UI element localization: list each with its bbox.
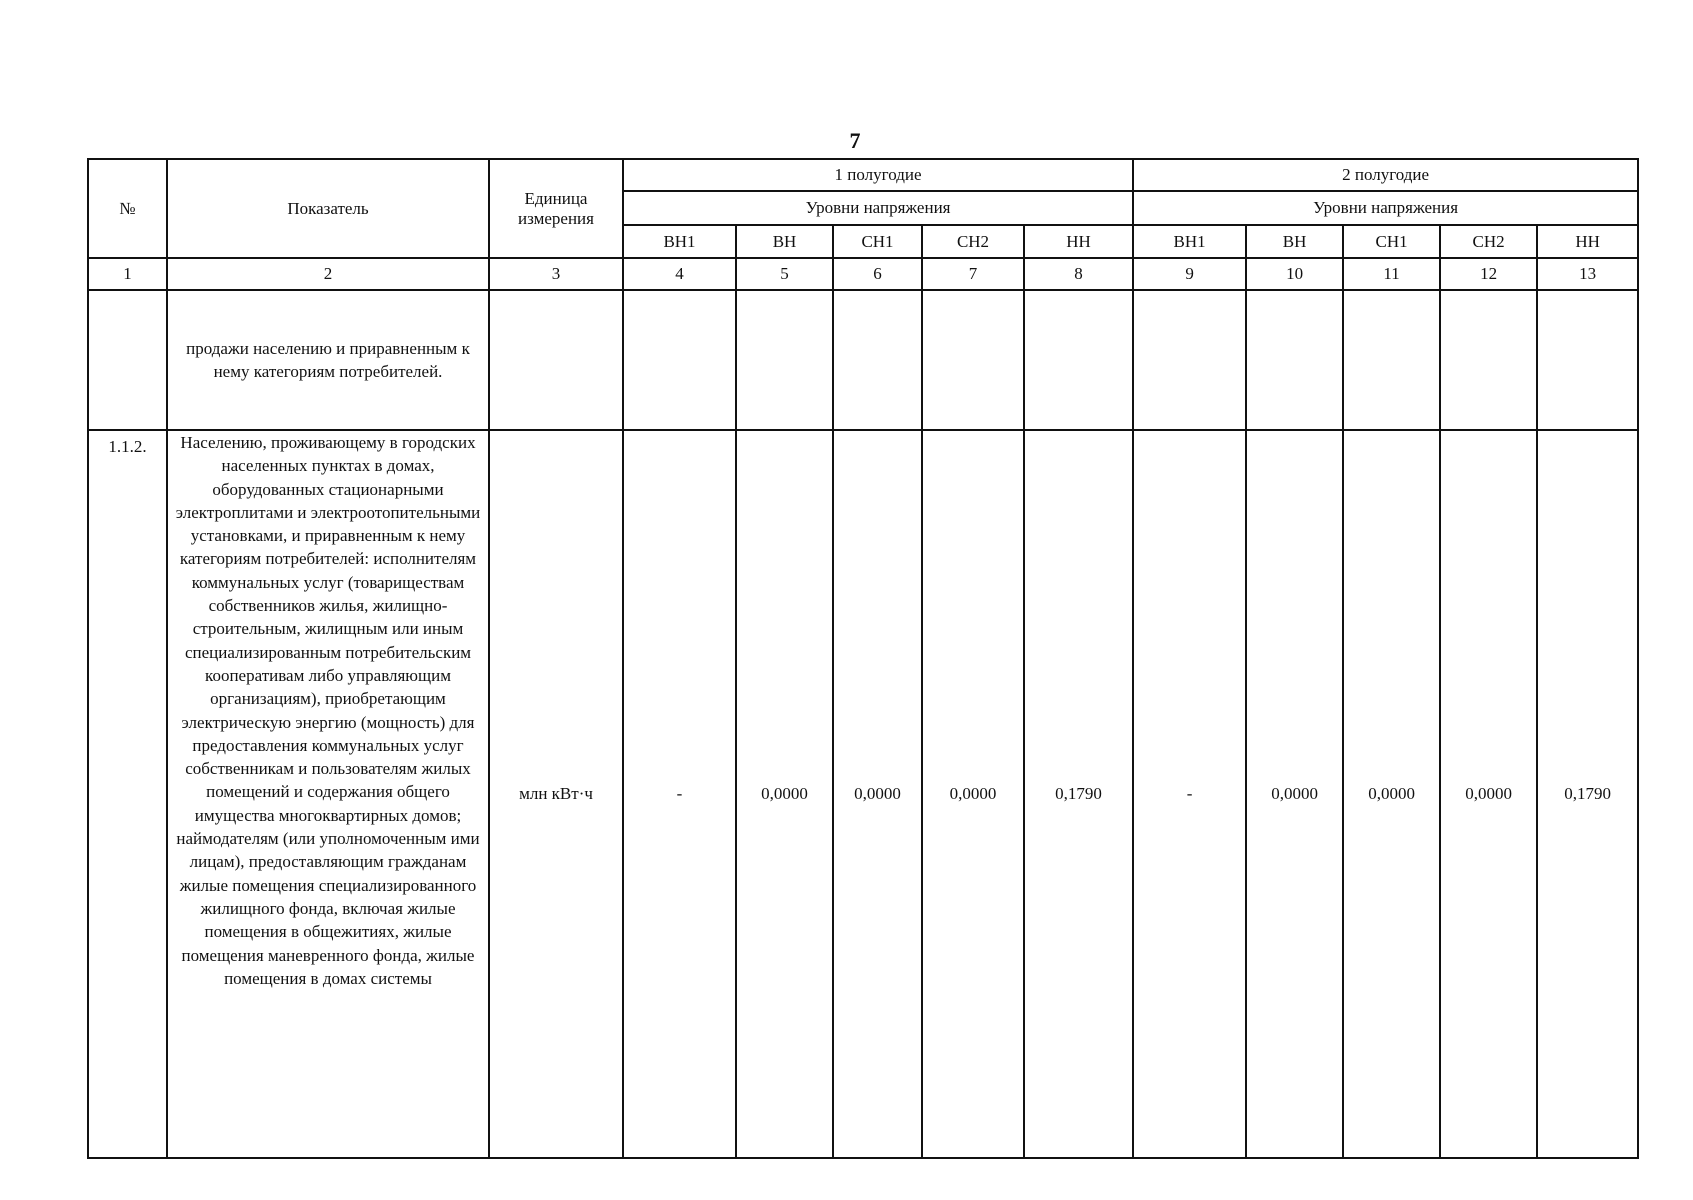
header-voltage-levels-2: Уровни напряжения [1133,191,1638,225]
row-value [1537,290,1638,430]
column-number: 4 [623,258,736,290]
column-number: 11 [1343,258,1440,290]
column-number: 2 [167,258,489,290]
column-number: 7 [922,258,1024,290]
row-value: 0,0000 [1343,430,1440,1158]
row-value [736,290,833,430]
row-value [1024,290,1133,430]
row-indicator: продажи населению и приравненным к нему категориям потребителей. [167,290,489,430]
page-number: 7 [849,128,861,153]
header-level-vn: ВН [1246,225,1343,258]
column-number: 10 [1246,258,1343,290]
header-level-sn1: СН1 [833,225,922,258]
row-value [1440,290,1537,430]
column-number: 9 [1133,258,1246,290]
table-row [88,290,1638,430]
column-number: 8 [1024,258,1133,290]
column-number: 3 [489,258,623,290]
row-indicator-cell [167,430,489,1158]
header-level-sn1: СН1 [1343,225,1440,258]
row-value: - [1133,430,1246,1158]
header-level-nn: НН [1024,225,1133,258]
header-level-nn: НН [1537,225,1638,258]
header-level-sn2: СН2 [1440,225,1537,258]
row-value: - [623,430,736,1158]
row-number [88,290,167,430]
column-number: 1 [88,258,167,290]
row-value: 0,0000 [1246,430,1343,1158]
row-number: 1.1.2. [88,430,167,1158]
column-number: 13 [1537,258,1638,290]
row-value: 0,0000 [1440,430,1537,1158]
table-row [88,430,1638,1158]
header-level-vn1: ВН1 [1133,225,1246,258]
row-value [833,290,922,430]
row-unit: млн кВт·ч [489,430,623,1158]
header-number: № [88,159,167,258]
header-voltage-levels-1: Уровни напряжения [623,191,1133,225]
row-indicator: Населению, проживающему в городских населенных пунктах в домах, оборудованных стационарными электроплитами и электроотопительными установками, и приравненным к нему категориям потребителей: исполнителям коммунальных услуг (товариществам собственников жилья, жилищно-строительным, жилищным или иным специализированным потребительским кооперативам либо управляющим организациям), приобретающим электрическую энергию (мощность) для предоставления коммунальных услуг собственникам и пользователям жилых помещений и содержания общего имущества многоквартирных домов; наймодателям (или уполномоченным ими лицам), предоставляющим гражданам жилые помещения специализированного жилищного фонда, включая жилые помещения в общежитиях, жилые помещения маневренного фонда, жилые помещения в домах системы [175,433,481,988]
header-level-vn: ВН [736,225,833,258]
header-half-1: 1 полугодие [623,159,1133,191]
row-value [623,290,736,430]
column-number: 6 [833,258,922,290]
header-level-vn1: ВН1 [623,225,736,258]
row-value: 0,1790 [1024,430,1133,1158]
column-number: 5 [736,258,833,290]
row-value [1246,290,1343,430]
header-level-sn2: СН2 [922,225,1024,258]
row-value: 0,0000 [736,430,833,1158]
column-number-row [88,258,1638,290]
row-value: 0,0000 [833,430,922,1158]
tariff-table [87,158,1639,1159]
row-value [1133,290,1246,430]
header-half-2: 2 полугодие [1133,159,1638,191]
row-value: 0,1790 [1537,430,1638,1158]
row-unit [489,290,623,430]
row-value: 0,0000 [922,430,1024,1158]
row-value [1343,290,1440,430]
header-unit: Единица измерения [489,159,623,258]
header-indicator: Показатель [167,159,489,258]
column-number: 12 [1440,258,1537,290]
row-value [922,290,1024,430]
